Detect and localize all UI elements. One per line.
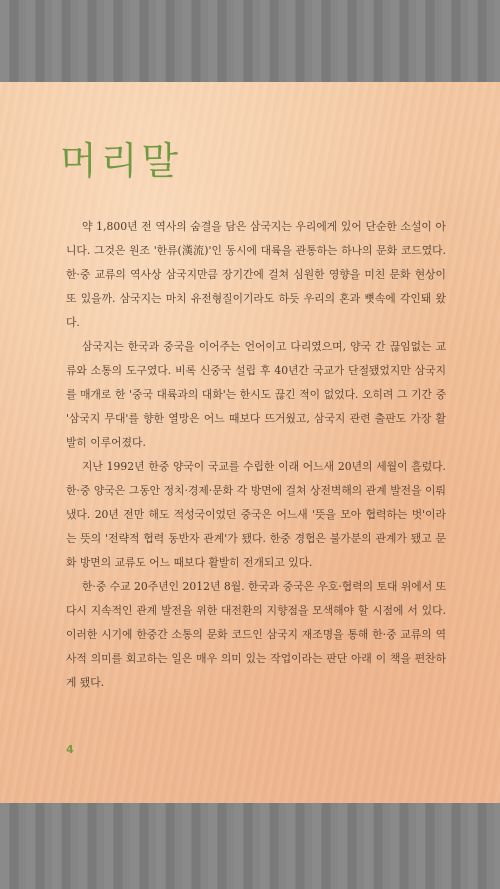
paragraph: 삼국지는 한국과 중국을 이어주는 언어이고 다리였으며, 양국 간 끊임없는 교류와 소통의 도구였다. 비록 신중국 설립 후 40년간 국교가 단절됐었지만 삼국지를 매개로 한 '중국 대륙과의 대화'는 한시도 끊긴 적이 없었다. 오히려 그 기간 중 '삼국지 무대'를 향한 열망은 어느 때보다 뜨거웠고, 삼국지 관련 출판도 가장 활발히 이루어졌다. [66, 340, 446, 449]
paragraph: 약 1,800년 전 역사의 숨결을 담은 삼국지는 우리에게 있어 단순한 소설이 아니다. 그것은 원조 '한류(漢流)'인 동시에 대륙을 관통하는 하나의 문화 코드였다. 한·중 교류의 역사상 삼국지만큼 장기간에 걸쳐 심원한 영향을 미친 문화 현상이 또 있을까. 삼국지는 마치 유전형질이기라도 하듯 우리의 혼과 뼛속에 각인돼 왔다. [66, 220, 446, 329]
top-frame-band [0, 0, 500, 82]
page-title: 머리말 [60, 139, 183, 183]
paragraph: 지난 1992년 한중 양국이 국교를 수립한 이래 어느새 20년의 세월이 흘렀다. 한·중 양국은 그동안 정치·경제·문화 각 방면에 걸쳐 상전벽해의 관계 발전을 이뤄냈다. 20년 전만 해도 적성국이었던 중국은 어느새 '뜻을 모아 협력하는 벗'이라는 뜻의 '전략적 협력 동반자 관계'가 됐다. 한중 경협은 불가분의 관계가 됐고 문화 방면의 교류도 어느 때보다 활발히 전개되고 있다. [66, 460, 446, 569]
preface-body [66, 215, 446, 695]
title-rule [58, 190, 188, 191]
paragraph: 한·중 수교 20주년인 2012년 8월. 한국과 중국은 우호·협력의 토대 위에서 또다시 지속적인 관계 발전을 위한 대전환의 지향점을 모색해야 할 시점에 서 있다. 이러한 시기에 한중간 소통의 문화 코드인 삼국지 재조명을 통해 한·중 교류의 역사적 의미를 회고하는 일은 매우 의미 있는 작업이라는 판단 아래 이 책을 편찬하게 됐다. [66, 580, 446, 689]
page-number: 4 [66, 743, 74, 756]
book-page [0, 82, 500, 803]
bottom-frame-band [0, 803, 500, 889]
